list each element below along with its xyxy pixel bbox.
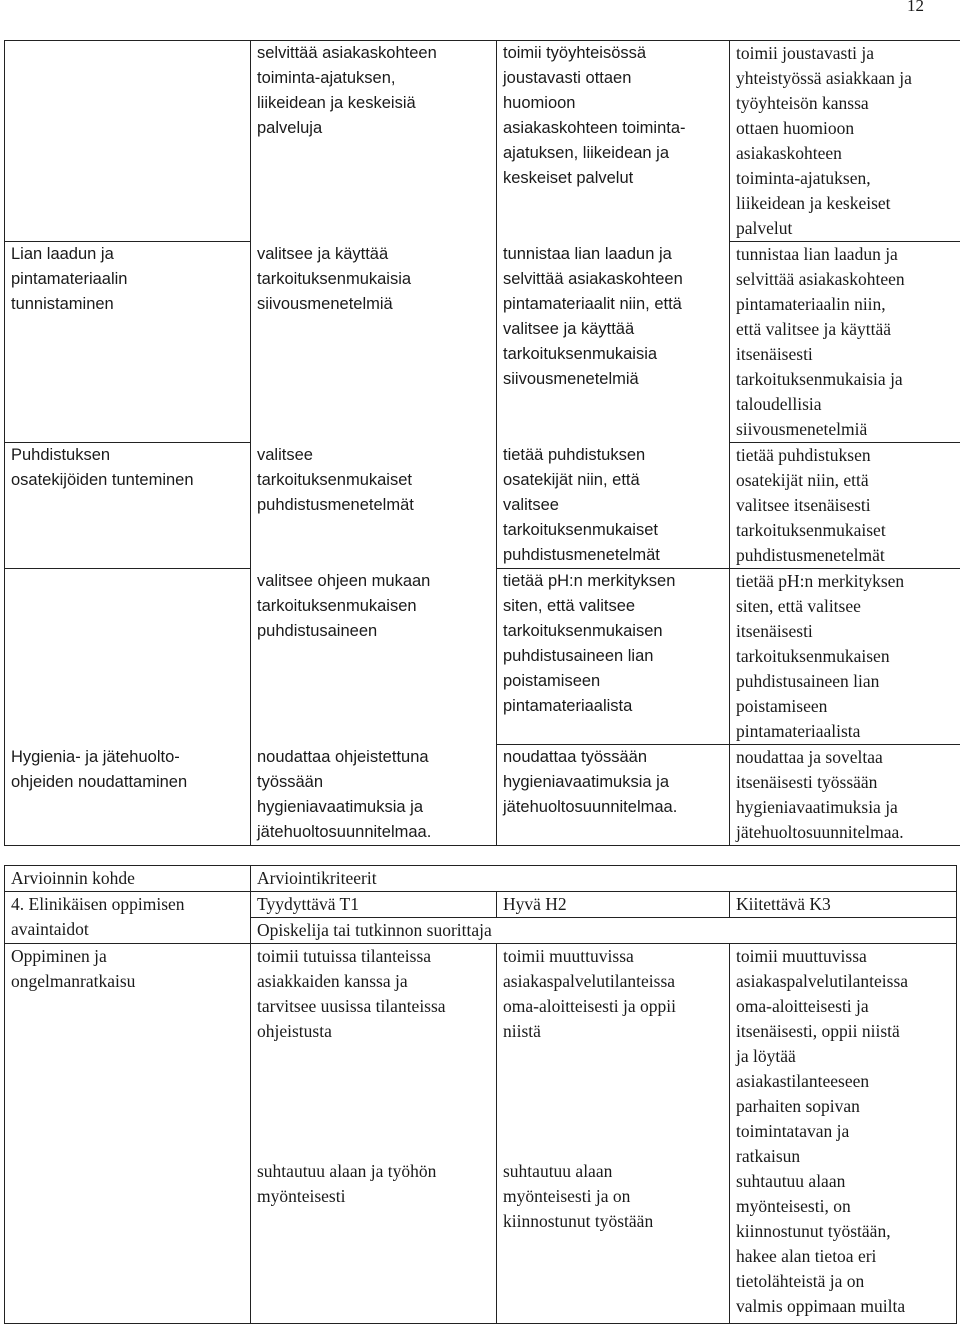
header-arvioinnin-kohde: Arvioinnin kohde — [5, 866, 251, 892]
header-arviointikriteerit: Arviointikriteerit — [251, 866, 957, 892]
t1-cell: valitsee ohjeen mukaan tarkoituksenmukaisen puhdistusaineen — [251, 569, 497, 745]
level-t1: Tyydyttävä T1 — [251, 892, 497, 918]
levels-row — [5, 892, 957, 918]
criteria-table-section-4 — [4, 865, 957, 1324]
criterion-cell — [5, 569, 251, 745]
h2-cell: tietää puhdistuksen osatekijät niin, että valitsee tarkoituksenmukaiset puhdistusmenetelmät — [497, 443, 730, 569]
t1-cell: selvittää asiakaskohteen toiminta-ajatuksen, liikeidean ja keskeisiä palveluja — [251, 41, 497, 242]
h2-cell: toimii työyhteisössä joustavasti ottaen huomioon asiakaskohteen toiminta- ajatuksen, liikeidean ja keskeiset palvelut — [497, 41, 730, 242]
criterion-cell: Hygienia- ja jätehuolto- ohjeiden noudattaminen — [5, 745, 251, 846]
k3-cell: toimii muuttuvissa asiakaspalvelutilanteissa oma-aloitteisesti ja itsenäisesti, oppii niistä ja löytää asiakastilanteeseen parhaiten sopivan toimintatavan ja ratkaisun suhtautuu alaan myönteisesti, on kiinnostunut työstään, hakee alan tietoa eri tietolähteistä ja on valmis oppimaan muilta — [730, 944, 957, 1324]
criterion-cell — [5, 41, 251, 242]
t1-cell: toimii tutuissa tilanteissa asiakkaiden kanssa ja tarvitsee uusissa tilanteissa ohjeistusta suhtautuu alaan ja työhön myönteisesti — [251, 944, 497, 1324]
h2-cell: toimii muuttuvissa asiakaspalvelutilanteissa oma-aloitteisesti ja oppii niistä suhtautuu alaan myönteisesti ja on kiinnostunut työstään — [497, 944, 730, 1324]
criterion-cell: Oppiminen ja ongelmanratkaisu — [5, 944, 251, 1324]
table-row — [5, 745, 960, 846]
table-row — [5, 41, 960, 242]
criteria-table-continued — [4, 40, 960, 846]
table-header-row — [5, 866, 957, 892]
h2-cell: tietää pH:n merkityksen siten, että valitsee tarkoituksenmukaisen puhdistusaineen lian poistamiseen pintamateriaalista — [497, 569, 730, 745]
k3-cell: toimii joustavasti ja yhteistyössä asiakkaan ja työyhteisön kanssa ottaen huomioon asiakaskohteen toiminta-ajatuksen, liikeidean ja keskeiset palvelut — [730, 41, 960, 242]
t1-cell: valitsee tarkoituksenmukaiset puhdistusmenetelmät — [251, 443, 497, 569]
criterion-cell: Lian laadun ja pintamateriaalin tunnistaminen — [5, 242, 251, 443]
h2-cell: noudattaa työssään hygieniavaatimuksia ja jätehuoltosuunnitelmaa. — [497, 745, 730, 846]
section-title: 4. Elinikäisen oppimisen avaintaidot — [5, 892, 251, 944]
h2-cell: tunnistaa lian laadun ja selvittää asiakaskohteen pintamateriaalit niin, että valitsee ja käyttää tarkoituksenmukaisia siivousmenetelmiä — [497, 242, 730, 443]
t1-cell: noudattaa ohjeistettuna työssään hygieniavaatimuksia ja jätehuoltosuunnitelmaa. — [251, 745, 497, 846]
table-row — [5, 569, 960, 745]
k3-cell: noudattaa ja soveltaa itsenäisesti työssään hygieniavaatimuksia ja jätehuoltosuunnitelmaa. — [730, 745, 960, 846]
criterion-row — [5, 944, 957, 1324]
table-row — [5, 443, 960, 569]
level-k3: Kiitettävä K3 — [730, 892, 957, 918]
level-h2: Hyvä H2 — [497, 892, 730, 918]
k3-cell: tietää pH:n merkityksen siten, että valitsee itsenäisesti tarkoituksenmukaisen puhdistusaineen lian poistamiseen pintamateriaalista — [730, 569, 960, 745]
page-number: 12 — [907, 0, 924, 16]
t1-cell: valitsee ja käyttää tarkoituksenmukaisia siivousmenetelmiä — [251, 242, 497, 443]
k3-cell: tietää puhdistuksen osatekijät niin, että valitsee itsenäisesti tarkoituksenmukaiset puhdistusmenetelmät — [730, 443, 960, 569]
criterion-cell: Puhdistuksen osatekijöiden tunteminen — [5, 443, 251, 569]
scope-text: Opiskelija tai tutkinnon suorittaja — [251, 918, 957, 944]
table-row — [5, 242, 960, 443]
k3-cell: tunnistaa lian laadun ja selvittää asiakaskohteen pintamateriaalin niin, että valitsee ja käyttää itsenäisesti tarkoituksenmukaisia ja taloudellisia siivousmenetelmiä — [730, 242, 960, 443]
